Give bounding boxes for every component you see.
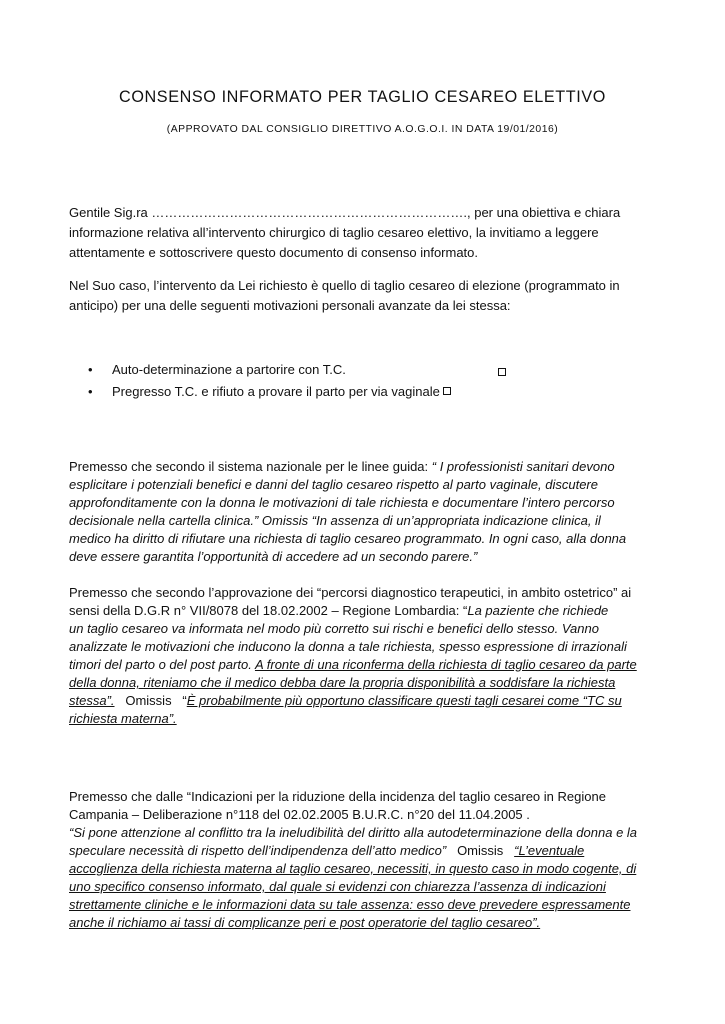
intro-line: Gentile Sig.ra ………………………………………………………………., per una obiettiva e chiara: [69, 205, 621, 220]
document-subtitle: (APPROVATO DAL CONSIGLIO DIRETTIVO A.O.G.O.I. IN DATA 19/01/2016): [166, 124, 559, 135]
quote-line: analizzate le motivazioni che inducono la donna a tale richiesta, spesso espressione di irrazionali: [69, 639, 627, 654]
underlined-quote: “L’eventuale: [514, 843, 585, 858]
case-paragraph: [69, 276, 669, 316]
intro-line: informazione relativa all’intervento chirurgico di taglio cesareo elettivo, la invitiamo a leggere: [69, 225, 599, 240]
omissis-text: Omissis “: [114, 693, 187, 708]
premise-line: [69, 602, 669, 620]
premise-line: Premesso che dalle “Indicazioni per la riduzione della incidenza del taglio cesareo in Regione: [69, 789, 606, 804]
quote-text: La paziente che richiede: [467, 603, 609, 618]
checkbox[interactable]: [498, 368, 506, 376]
premise-line: Campania – Deliberazione n°118 del 02.02.2005 B.U.R.C. n°20 del 11.04.2005 .: [69, 807, 530, 822]
premise-guidelines: [69, 458, 669, 566]
document-title: CONSENSO INFORMATO PER TAGLIO CESAREO ELETTIVO: [119, 88, 606, 106]
quote-line: approfonditamente con la donna le motivazioni di tale richiesta e documentare l’intero percorso: [69, 495, 615, 510]
premise-line: Premesso che secondo l’approvazione dei “percorsi diagnostico terapeutici, in ambito ostetrico” ai: [69, 585, 632, 600]
underlined-quote-line: accoglienza della richiesta materna al taglio cesareo, necessiti, in questo caso in modo cogente, di: [69, 861, 637, 876]
case-line: anticipo) per una delle seguenti motivazioni personali avanzate da lei stessa:: [69, 298, 511, 313]
bullet-icon: •: [88, 362, 93, 377]
case-line: Nel Suo caso, l’intervento da Lei richiesto è quello di taglio cesareo di elezione (programmato in: [69, 278, 620, 293]
intro-line: attentamente e sottoscrivere questo documento di consenso informato.: [69, 245, 479, 260]
underlined-quote-line: anche il richiamo ai tassi di complicanze peri e post operatorie del taglio cesareo”.: [69, 915, 541, 930]
underlined-quote: È probabilmente più opportuno classificare questi tagli cesarei come “TC su: [186, 693, 622, 708]
quote-text: timori del parto o del post parto.: [69, 657, 255, 672]
underlined-quote-line: uno specifico consenso informato, dal quale si evidenzi con chiarezza l’assenza di indicazioni: [69, 879, 606, 894]
quote-line: [69, 842, 669, 860]
intro-paragraph: [69, 203, 669, 263]
quote-line: esplicitare i potenziali benefici e danni del taglio cesareo rispetto al parto vaginale, discutere: [69, 477, 598, 492]
quote-line: [69, 692, 669, 710]
underlined-quote: stessa”.: [69, 693, 115, 708]
premise-lombardia: [69, 584, 669, 728]
quote-line: un taglio cesareo va informata nel modo più corretto sui rischi e benefici dello stesso. Vanno: [69, 621, 599, 636]
quote-line: [69, 656, 669, 674]
premise-line: [69, 458, 669, 476]
quote-line: medico ha diritto di rifiutare una richiesta di taglio cesareo programmato. In ogni caso, alla donna: [69, 531, 627, 546]
underlined-quote-line: della donna, riteniamo che il medico debba dare la propria disponibilità a soddisfare la richiesta: [69, 675, 616, 690]
bullet-icon: •: [88, 384, 93, 399]
omissis-text: Omissis: [446, 843, 515, 858]
underlined-quote-line: richiesta materna”.: [69, 711, 177, 726]
underlined-quote-line: strettamente cliniche e le informazioni data su tale assenza: esso deve prevedere espressamente: [69, 897, 631, 912]
premise-campania: [69, 788, 669, 932]
premise-text: Premesso che secondo il sistema nazionale per le linee guida:: [69, 459, 432, 474]
quote-text: speculare necessità di rispetto dell’indipendenza dell’atto medico”: [69, 843, 447, 858]
option-label: Pregresso T.C. e rifiuto a provare il parto per via vaginale: [112, 384, 451, 399]
premise-text: sensi della D.G.R n° VII/8078 del 18.02.2002 – Regione Lombardia: “: [69, 603, 468, 618]
checkbox[interactable]: [443, 387, 451, 395]
underlined-quote: A fronte di una riconferma della richiesta di taglio cesareo da parte: [254, 657, 637, 672]
quote-line: decisionale nella cartella clinica.” Omissis “In assenza di un’appropriata indicazione clinica, il: [69, 513, 601, 528]
quote-line: deve essere garantita l’opportunità di accedere ad un secondo parere.”: [69, 549, 478, 564]
quote-text: “ I professionisti sanitari devono: [431, 459, 615, 474]
option-label: Auto-determinazione a partorire con T.C.: [112, 362, 346, 377]
quote-line: “Si pone attenzione al conflitto tra la ineludibilità del diritto alla autodeterminazione della donna e la: [69, 825, 638, 840]
